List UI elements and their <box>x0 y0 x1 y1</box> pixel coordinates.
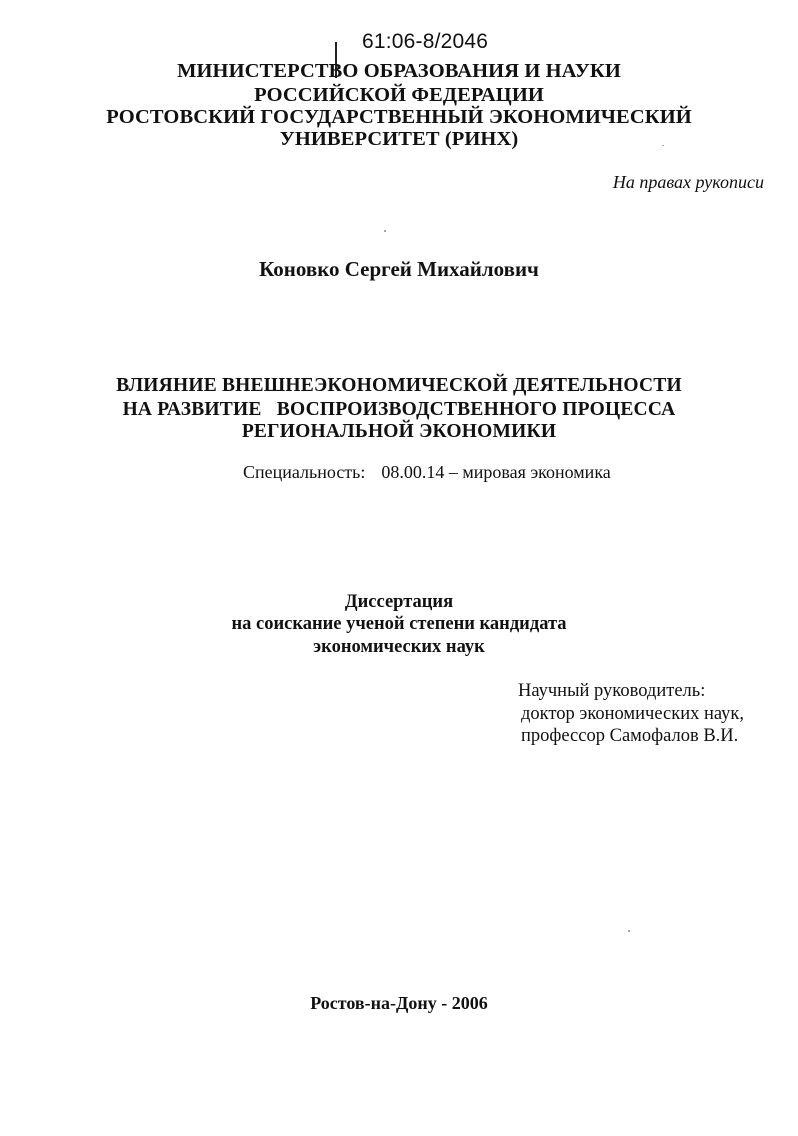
dissertation-heading: Диссертация <box>344 592 454 612</box>
scan-speck <box>384 230 386 232</box>
advisor-degree: доктор экономических наук, <box>521 704 745 724</box>
title-line-3: РЕГИОНАЛЬНОЙ ЭКОНОМИКИ <box>241 421 557 442</box>
title-line-2: НА РАЗВИТИЕ ВОСПРОИЗВОДСТВЕННОГО ПРОЦЕССА <box>122 399 676 420</box>
rights-note: На правах рукописи <box>612 172 764 192</box>
scan-speck <box>628 930 630 932</box>
header-university-abbr: УНИВЕРСИТЕТ (РИНХ) <box>279 128 519 150</box>
dissertation-degree: на соискание ученой степени кандидата <box>231 614 567 634</box>
specialty <box>243 462 611 483</box>
header-ministry: МИНИСТЕРСТВО ОБРАЗОВАНИЯ И НАУКИ <box>177 60 621 82</box>
title-line-1: ВЛИЯНИЕ ВНЕШНЕЭКОНОМИЧЕСКОЙ ДЕЯТЕЛЬНОСТИ <box>116 375 682 396</box>
author-name: Коновко Сергей Михайлович <box>259 257 539 281</box>
advisor-name: профессор Самофалов В.И. <box>521 726 739 746</box>
header-university: РОСТОВСКИЙ ГОСУДАРСТВЕННЫЙ ЭКОНОМИЧЕСКИЙ <box>106 106 692 128</box>
scan-speck <box>662 145 664 146</box>
city-year: Ростов-на-Дону - 2006 <box>310 993 488 1013</box>
header-federation: РОССИЙСКОЙ ФЕДЕРАЦИИ <box>254 84 544 106</box>
advisor-label: Научный руководитель: <box>518 681 706 701</box>
archive-stamp: 61:06-8/2046 <box>362 30 489 53</box>
specialty-label: Специальность: <box>243 462 366 482</box>
specialty-value: 08.00.14 – мировая экономика <box>381 462 611 482</box>
dissertation-field: экономических наук <box>313 637 485 657</box>
